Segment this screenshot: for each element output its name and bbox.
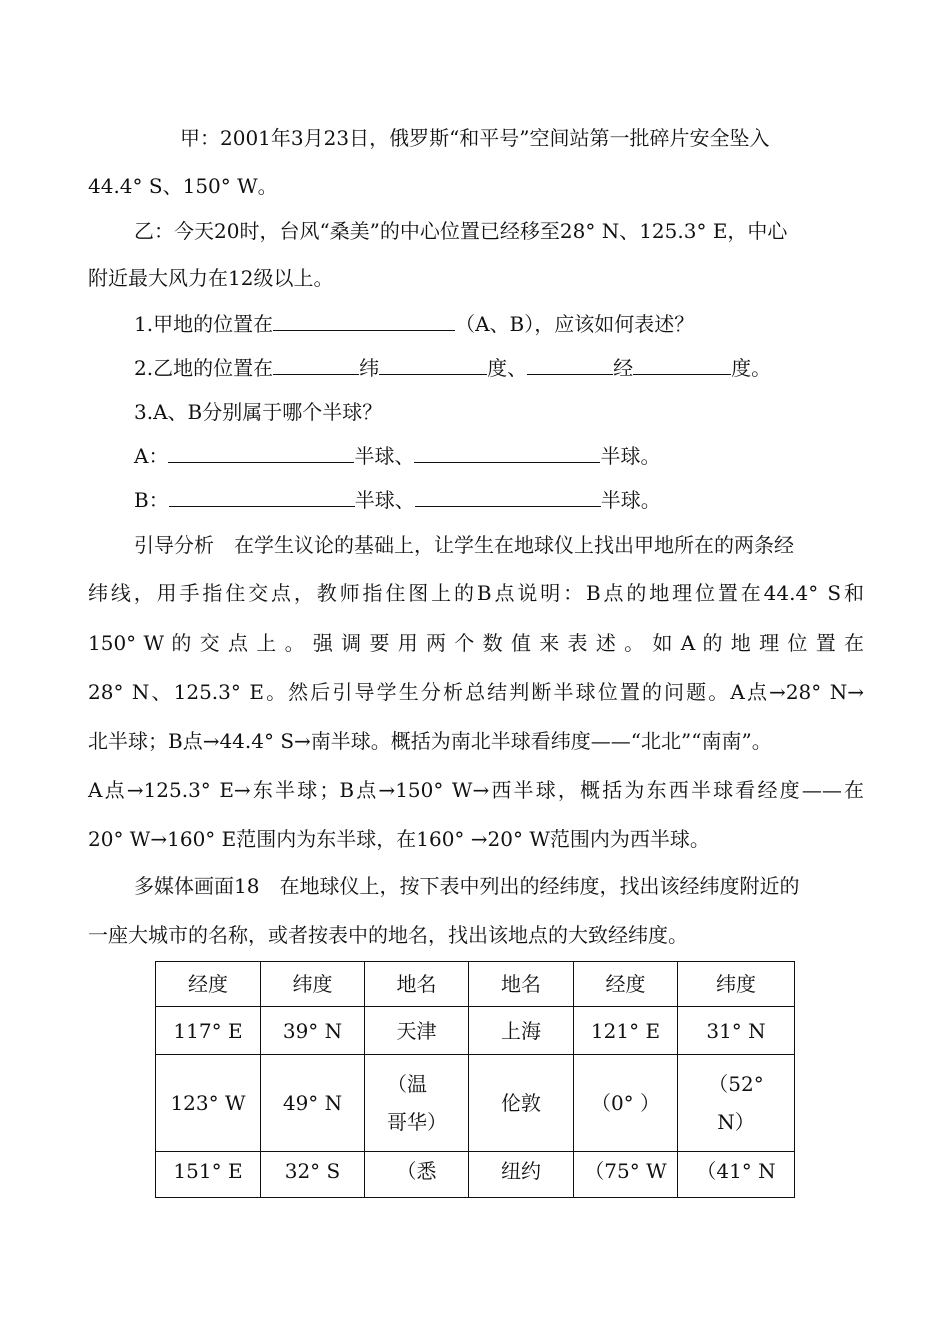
analysis-line4: 28° N、125.3° E。然后引导学生分析总结判断半球位置的问题。A点→28° N→: [88, 680, 864, 704]
answer-blank-q1[interactable]: [273, 310, 455, 331]
table-cell: （52° N）: [678, 1055, 795, 1152]
table-cell: （悉: [365, 1152, 469, 1198]
table-cell: 上海: [469, 1007, 574, 1055]
table-cell: 151° E: [156, 1152, 261, 1198]
analysis-line7: 20° W→160° E范围内为东半球，在160° →20° W范围内为西半球。: [88, 827, 710, 851]
question-2-du1: 度、: [487, 356, 528, 380]
question-1: [134, 310, 694, 338]
answer-blank-q2-lon-value[interactable]: [633, 354, 731, 375]
paragraph-yi-line2: 附近最大风力在12级以上。: [88, 266, 334, 290]
table-cell: （温哥华）: [365, 1055, 469, 1152]
coordinates-table: [155, 961, 795, 1198]
answer-a-hemi1: 半球、: [354, 444, 415, 468]
question-2: [134, 354, 771, 382]
multimedia-line1: 多媒体画面18 在地球仪上，按下表中列出的经纬度，找出该经纬度附近的: [134, 874, 800, 898]
answer-blank-q2-lat-dir[interactable]: [273, 354, 359, 375]
paragraph-yi-line1: 乙：今天20时，台风“桑美”的中心位置已经移至28° N、125.3° E，中心: [134, 219, 788, 243]
analysis-line1: 引导分析 在学生议论的基础上，让学生在地球仪上找出甲地所在的两条经: [134, 533, 794, 557]
answer-row-a: [134, 442, 660, 470]
answer-a-label: A：: [134, 444, 169, 468]
table-cell: 32° S: [261, 1152, 365, 1198]
table-cell: 39° N: [261, 1007, 365, 1055]
table-row: [156, 1055, 795, 1152]
answer-b-label: B：: [134, 488, 169, 512]
question-2-wei: 纬: [359, 356, 380, 380]
question-1-prefix: 1.甲地的位置在: [134, 312, 274, 336]
table-row: [156, 1152, 795, 1198]
table-cell: （0° ）: [574, 1055, 678, 1152]
table-cell: 纽约: [469, 1152, 574, 1198]
answer-blank-q2-lon-dir[interactable]: [527, 354, 613, 375]
question-2-prefix: 2.乙地的位置在: [134, 356, 274, 380]
answer-b-hemi2: 半球。: [600, 488, 661, 512]
answer-blank-q2-lat-value[interactable]: [379, 354, 487, 375]
table-header-cell: 地名: [469, 962, 574, 1007]
table-cell: （41° N: [678, 1152, 795, 1198]
paragraph-jia-line2: 44.4° S、150° W。: [88, 174, 278, 198]
question-1-suffix: （A、B），应该如何表述？: [455, 312, 695, 336]
table-cell: （75° W: [574, 1152, 678, 1198]
multimedia-line2: 一座大城市的名称，或者按表中的地名，找出该地点的大致经纬度。: [88, 923, 688, 947]
answer-blank-a2[interactable]: [414, 442, 600, 463]
table-header-cell: 经度: [156, 962, 261, 1007]
analysis-line2: 纬线，用手指住交点，教师指住图上的B点说明：B点的地理位置在44.4° S和: [88, 581, 864, 605]
table-header-cell: 地名: [365, 962, 469, 1007]
table-cell: 伦敦: [469, 1055, 574, 1152]
table-header-cell: 经度: [574, 962, 678, 1007]
question-2-du2: 度。: [731, 356, 772, 380]
paragraph-jia-line1: 甲：2001年3月23日，俄罗斯“和平号”空间站第一批碎片安全坠入: [180, 126, 770, 150]
question-3: 3.A、B分别属于哪个半球？: [134, 400, 383, 424]
table-cell: 117° E: [156, 1007, 261, 1055]
answer-a-hemi2: 半球。: [600, 444, 661, 468]
analysis-line5: 北半球；B点→44.4° S→南半球。概括为南北半球看纬度——“北北”“南南”。: [88, 729, 772, 753]
analysis-line6: A点→125.3° E→东半球；B点→150° W→西半球，概括为东西半球看经度——在: [88, 778, 864, 802]
table-cell: 49° N: [261, 1055, 365, 1152]
table-header-cell: 纬度: [678, 962, 795, 1007]
answer-blank-a1[interactable]: [168, 442, 354, 463]
table-row: [156, 1007, 795, 1055]
table-cell: 123° W: [156, 1055, 261, 1152]
table-header-row: [156, 962, 795, 1007]
question-2-jing: 经: [613, 356, 634, 380]
table-cell: 121° E: [574, 1007, 678, 1055]
answer-b-hemi1: 半球、: [354, 488, 415, 512]
table-cell: 天津: [365, 1007, 469, 1055]
table-cell: 31° N: [678, 1007, 795, 1055]
answer-blank-b1[interactable]: [169, 486, 355, 507]
answer-blank-b2[interactable]: [415, 486, 601, 507]
table-header-cell: 纬度: [261, 962, 365, 1007]
analysis-line3: 150° W 的 交 点 上 。 强 调 要 用 两 个 数 值 来 表 述 。 如 A 的 地 理 位 置 在: [88, 631, 864, 655]
answer-row-b: [134, 486, 661, 514]
